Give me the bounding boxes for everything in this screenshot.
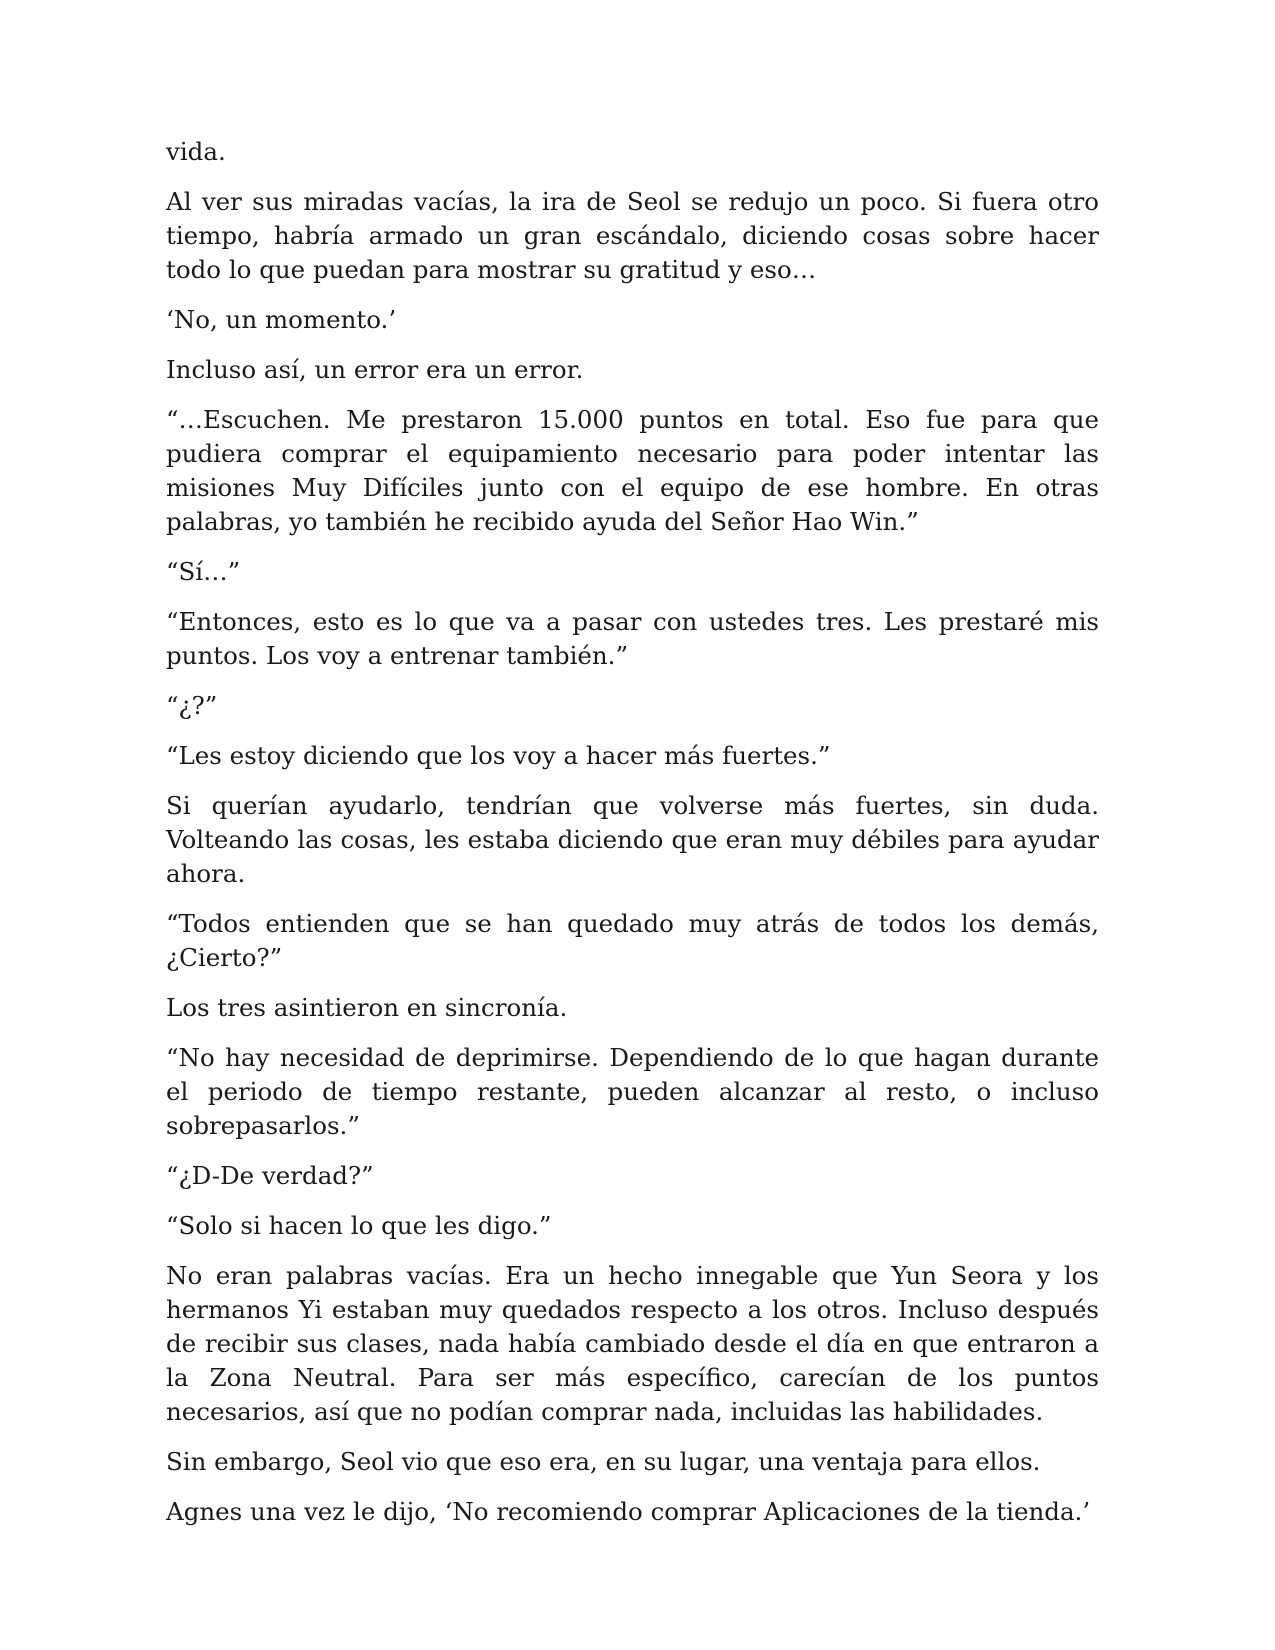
paragraph-1: vida. <box>166 137 226 166</box>
paragraph-3: ‘No, un momento.’ <box>166 305 397 334</box>
paragraph-13: “No hay necesidad de deprimirse. Dependiendo de lo que hagan durante el periodo de tiempo restante, pueden alcanzar al resto, o incluso sobrepasarlos.” <box>166 1043 1099 1140</box>
paragraph-7: “Entonces, esto es lo que va a pasar con ustedes tres. Les prestaré mis puntos. Los voy a entrenar también.” <box>166 607 1099 670</box>
paragraph-18: Agnes una vez le dijo, ‘No recomiendo comprar Aplicaciones de la tienda.’ <box>166 1497 1091 1526</box>
document-page <box>166 135 1099 1545</box>
paragraph-8: “¿?” <box>166 691 218 720</box>
paragraph-10: Si querían ayudarlo, tendrían que volverse más fuertes, sin duda. Volteando las cosas, les estaba diciendo que eran muy débiles para ayudar ahora. <box>166 791 1099 888</box>
paragraph-15: “Solo si hacen lo que les digo.” <box>166 1211 552 1240</box>
paragraph-11: “Todos entienden que se han quedado muy atrás de todos los demás, ¿Cierto?” <box>166 909 1099 972</box>
paragraph-6: “Sí…” <box>166 557 241 586</box>
paragraph-16: No eran palabras vacías. Era un hecho innegable que Yun Seora y los hermanos Yi estaban muy quedados respecto a los otros. Incluso después de recibir sus clases, nada había cambiado desde el día en que entraron a la Zona Neutral. Para ser más específico, carecían de los puntos necesarios, así que no podían comprar nada, incluidas las habilidades. <box>166 1261 1099 1426</box>
paragraph-4: Incluso así, un error era un error. <box>166 355 584 384</box>
paragraph-17: Sin embargo, Seol vio que eso era, en su lugar, una ventaja para ellos. <box>166 1447 1041 1476</box>
paragraph-14: “¿D-De verdad?” <box>166 1161 374 1190</box>
paragraph-12: Los tres asintieron en sincronía. <box>166 993 568 1022</box>
paragraph-5: “…Escuchen. Me prestaron 15.000 puntos en total. Eso fue para que pudiera comprar el equipamiento necesario para poder intentar las misiones Muy Difíciles junto con el equipo de ese hombre. En otras palabras, yo también he recibido ayuda del Señor Hao Win.” <box>166 405 1099 536</box>
paragraph-9: “Les estoy diciendo que los voy a hacer más fuertes.” <box>166 741 831 770</box>
paragraph-2: Al ver sus miradas vacías, la ira de Seol se redujo un poco. Si fuera otro tiempo, habría armado un gran escándalo, diciendo cosas sobre hacer todo lo que puedan para mostrar su gratitud y eso… <box>166 187 1099 284</box>
